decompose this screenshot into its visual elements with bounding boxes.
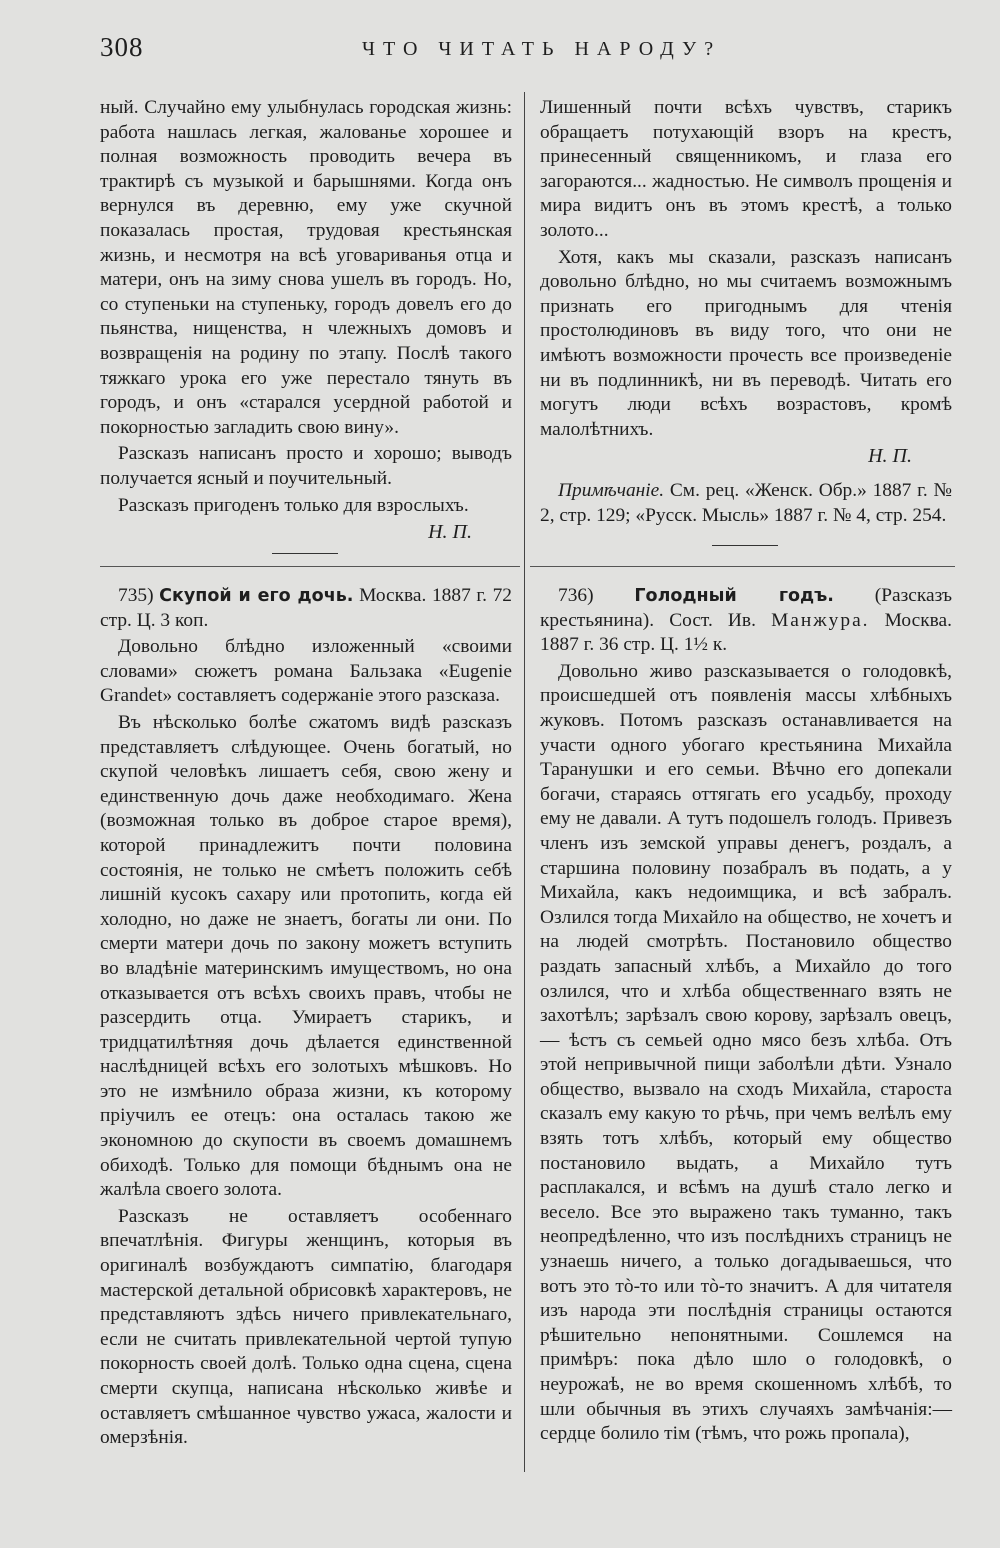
paragraph: Разсказъ пригоденъ только для взрослыхъ. bbox=[118, 494, 469, 516]
page-header bbox=[100, 32, 960, 72]
entry-title: Голодный годъ. bbox=[634, 586, 834, 606]
footnote-text: См. рец. «Женск. Обр.» 1887 г. № 2, стр. 129; «Русск. Мысль» 1887 г. № 4, стр. 254. bbox=[540, 479, 952, 526]
paragraph: Разсказъ написанъ просто и хорошо; выводъ получается ясный и поучительный. bbox=[100, 443, 512, 489]
paragraph: Въ нѣсколько болѣе сжатомъ видѣ разсказъ представляетъ слѣдующее. Очень богатый, но скупой человѣкъ лишаетъ себя, свою жену и единственную дочь даже необходимаго. Жена (возможная только въ доброе старое время), которой принадлежитъ почти половина состоянія, не только не смѣетъ положить себѣ лишній кусокъ сахару или протопить, когда ей холодно, но даже не знаетъ, богаты ли они. По смерти матери дочь по закону можетъ вступить во владѣніе материнскимъ имуществомъ, но она отказывается отъ всѣхъ своихъ правъ, чтобы не разсердить отца. Умираетъ старикъ, и тридцатилѣтняя дочь дѣлается единственной наслѣдницей всѣхъ его золотыхъ мѣшковъ. Но это не измѣнило образа жизни, къ которому пріучилъ ее отецъ: она осталась такою же экономною до скупости въ своемъ домашнемъ обиходѣ. Только для помощи бѣднымъ она не жалѣла своего золота. bbox=[100, 711, 512, 1201]
separator-rule bbox=[712, 545, 778, 546]
running-title: ЧТО ЧИТАТЬ НАРОДУ? bbox=[362, 38, 722, 60]
paragraph: Довольно блѣдно изложенный «своими словами» сюжетъ романа Бальзака «Eugenie Grandet» составляетъ содержаніе этого разсказа. bbox=[100, 636, 512, 707]
signature: Н. П. bbox=[428, 521, 472, 544]
section-divider bbox=[100, 566, 520, 567]
entry-title: Скупой и его дочь. bbox=[159, 586, 354, 606]
paragraph: Хотя, какъ мы сказали, разсказъ написанъ довольно блѣдно, но мы считаемъ возможнымъ признать его пригоднымъ для чтенія простолюдиновъ въ виду того, что они не имѣютъ возможности прочесть все произведеніе ни въ подлинникѣ, ни въ переводѣ. Читать его могутъ люди всѣхъ возрастовъ, кромѣ малолѣтнихъ. bbox=[540, 246, 952, 440]
entry-number: 735) bbox=[118, 585, 154, 606]
signature: Н. П. bbox=[868, 445, 912, 468]
separator-rule bbox=[272, 553, 338, 554]
paragraph: ный. Случайно ему улыбнулась городская жизнь: работа нашлась легкая, жалованье хорошее и полная возможность проводить вечера въ трактирѣ съ музыкой и барышнями. Когда онъ вернулся въ деревню, ему уже скучной показалась простая, трудовая крестьянская жизнь, и несмотря на всѣ уговариванья отца и матери, онъ на зиму снова ушелъ въ городъ. Но, со ступеньки на ступеньку, городъ довелъ его до пьянства, нищенства, н члежныхъ домовъ и возвращенія на родину по этапу. Послѣ такого тяжкаго урока его уже перестало тянуть въ городъ, и онъ «старался усердной работой и покорностью загладить свою вину». bbox=[100, 97, 512, 438]
entry-meta: Москва. 1887 г. 36 стр. Ц. 1½ к. bbox=[540, 609, 952, 656]
left-column-bottom bbox=[100, 584, 512, 1451]
column-divider bbox=[524, 92, 525, 1472]
paragraph: Разсказъ не оставляетъ особеннаго впечатлѣнія. Фигуры женщинъ, которыя въ оригиналѣ возбуждаютъ симпатію, благодаря мастерской детальной обрисовкѣ характеровъ, не представляютъ здѣсь ничего привлекательнаго, если не считать привлекательной чертой тупую покорность своей долѣ. Только одна сцена, сцена смерти скупца, написана нѣсколько живѣе и оставляетъ смѣшанное чувство ужаса, жалости и омерзѣнія. bbox=[100, 1205, 512, 1449]
footnote-label: Примѣчаніе. bbox=[558, 479, 665, 501]
entry-heading bbox=[540, 584, 952, 658]
paragraph: Лишенный почти всѣхъ чувствъ, старикъ обращаетъ потухающій взоръ на крестъ, принесенный священникомъ, и глаза его загораются... жадностью. Не символъ прощенія и мира видитъ онъ въ этомъ крестѣ, а только золото... bbox=[540, 97, 952, 241]
right-column-top bbox=[540, 96, 952, 528]
section-divider bbox=[530, 566, 955, 567]
right-column-bottom bbox=[540, 584, 952, 1447]
entry-heading bbox=[100, 584, 512, 633]
footnote bbox=[540, 479, 952, 528]
paragraph: Довольно живо разсказывается о голодовкѣ, происшедшей отъ появленія массы хлѣбныхъ жуковъ. Потомъ разсказъ останавливается на участи одного убогаго крестьянина Михайла Таранушки и его семьи. Вѣчно его допекали богачи, стараясь оттягать его усадьбу, проходу ему не давали. А тутъ подошелъ голодъ. Привезъ членъ изъ земской управы денегъ, роздалъ, а старшина половину позабралъ въ подать, а у Михайла, какъ недоимщика, и всѣ забралъ. Озлился тогда Михайло на общество, не хочетъ и на людей смотрѣть. Постановило общество раздать запасный хлѣбъ, а Михайло до того озлился, что и хлѣба общественнаго взять не захотѣлъ; зарѣзалъ свою корову, зарѣзалъ овецъ,— ѣстъ съ семьей одно мясо безъ хлѣба. Отъ этой непривычной пищи заболѣли дѣти. Узнало общество, вызвало на сходъ Михайла, староста сказалъ ему какую то рѣчь, при чемъ велѣлъ ему взять тотъ хлѣбъ, который ему общество постановило выдать, а Михайло тутъ расплакался, и всѣмъ на душѣ стало легко и весело. Все это выражено такъ туманно, такъ неопредѣленно, что изъ послѣднихъ страницъ не узнаешь ничего, а только догадываешься, что вотъ это тò-то или тò-то значитъ. А для читателя изъ народа эти послѣднія страницы остаются рѣшительно непонятными. Сошлемся на примѣръ: пока дѣло шло о голодовкѣ, о неурожаѣ, не во время скошенномъ хлѣбѣ, то шли обычныя въ этихъ случаяхъ замѣчанія:— сердце болило тім (тѣмъ, что рожь пропала), bbox=[540, 660, 952, 1445]
entry-meta: Москва. 1887 г. 72 стр. Ц. 3 коп. bbox=[100, 585, 512, 631]
entry-meta: (Разсказъ крестьянина). Сост. Ив. bbox=[540, 585, 952, 631]
page-number: 308 bbox=[100, 32, 144, 62]
entry-author: Манжура. bbox=[771, 609, 870, 631]
entry-number: 736) bbox=[558, 585, 594, 606]
left-column-top bbox=[100, 96, 512, 545]
